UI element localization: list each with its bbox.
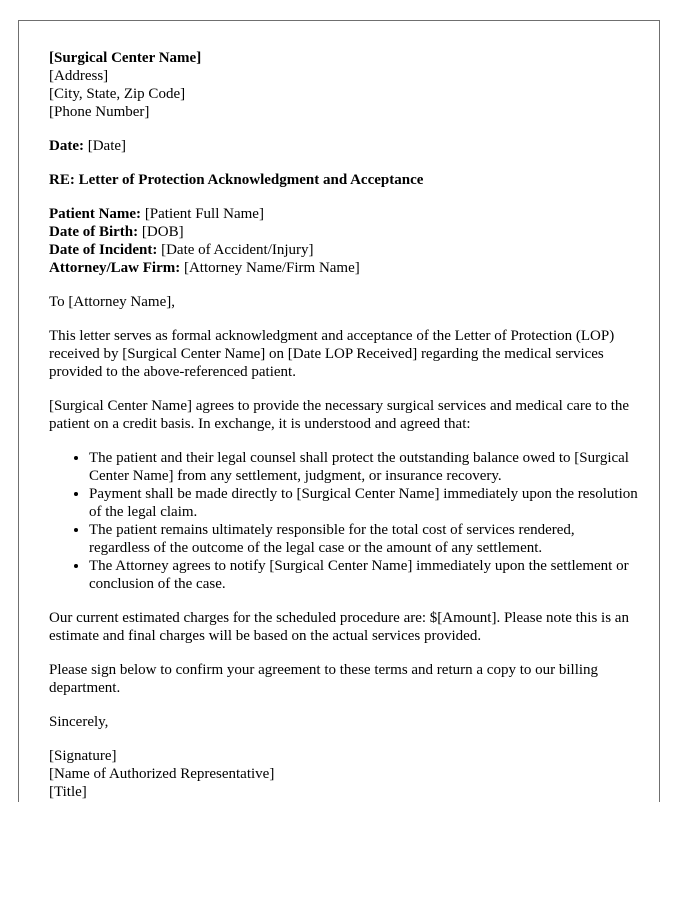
incident-label: Date of Incident: xyxy=(49,242,158,258)
list-item: • Payment shall be made directly to [Surgical Center Name] immediately upon the resolution of the legal claim. xyxy=(89,485,639,521)
letter-content xyxy=(49,49,639,801)
sender-block xyxy=(49,49,639,121)
incident-row xyxy=(49,241,639,259)
letter-page xyxy=(18,20,660,802)
list-item: • The patient and their legal counsel shall protect the outstanding balance owed to [Surgical Center Name] from any settlement, judgment, or insurance recovery. xyxy=(89,449,639,485)
representative-name: [Name of Authorized Representative] xyxy=(49,766,275,782)
dob-value: [DOB] xyxy=(141,224,184,240)
address: [Address] xyxy=(49,68,109,84)
list-item: • The patient remains ultimately responsible for the total cost of services rendered, regardless of the outcome of the legal case or the amount of any settlement. xyxy=(89,521,639,557)
re-line: RE: Letter of Protection Acknowledgment and Acceptance xyxy=(49,172,424,188)
attorney-value: [Attorney Name/Firm Name] xyxy=(183,260,360,276)
paragraph-lop-acknowledgment: This letter serves as formal acknowledgment and acceptance of the Letter of Protection (LOP) received by [Surgical Center Name] on [Date LOP Received] regarding the medical services provided to the above-referenced patient. xyxy=(49,328,615,380)
paragraph-estimated-charges: Our current estimated charges for the scheduled procedure are: $[Amount]. Please note this is an estimate and final charges will be based on the actual services provided. xyxy=(49,610,629,644)
phone-number: [Phone Number] xyxy=(49,104,150,120)
patient-info-block xyxy=(49,205,639,277)
city-state-zip: [City, State, Zip Code] xyxy=(49,86,186,102)
signature-placeholder: [Signature] xyxy=(49,748,117,764)
signature-block xyxy=(49,747,639,801)
closing: Sincerely, xyxy=(49,714,109,730)
date-value: [Date] xyxy=(87,138,127,154)
terms-list xyxy=(49,449,639,593)
dob-label: Date of Birth: xyxy=(49,224,139,240)
attorney-row xyxy=(49,259,639,277)
representative-title: [Title] xyxy=(49,784,87,800)
patient-name-value: [Patient Full Name] xyxy=(144,206,264,222)
patient-name-label: Patient Name: xyxy=(49,206,142,222)
paragraph-credit-basis: [Surgical Center Name] agrees to provide the necessary surgical services and medical care to the patient on a credit basis. In exchange, it is understood and agreed that: xyxy=(49,398,630,432)
list-item: • The Attorney agrees to notify [Surgical Center Name] immediately upon the settlement or conclusion of the case. xyxy=(89,557,639,593)
date-line xyxy=(49,137,639,155)
dob-row xyxy=(49,223,639,241)
patient-name-row xyxy=(49,205,639,223)
incident-value: [Date of Accident/Injury] xyxy=(161,242,314,258)
date-label: Date: xyxy=(49,138,84,154)
paragraph-sign-request: Please sign below to confirm your agreement to these terms and return a copy to our billing department. xyxy=(49,662,599,696)
center-name: [Surgical Center Name] xyxy=(49,50,202,66)
attorney-label: Attorney/Law Firm: xyxy=(49,260,181,276)
salutation: To [Attorney Name], xyxy=(49,294,175,310)
